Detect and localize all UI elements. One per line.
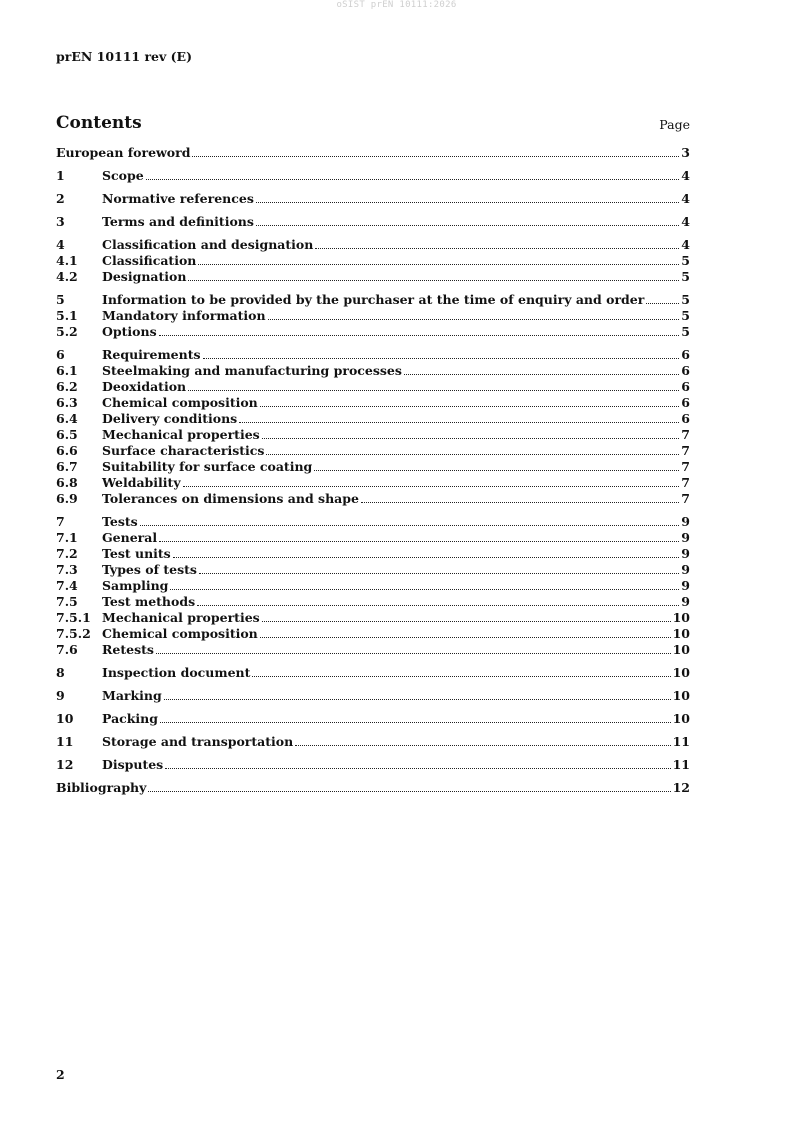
- toc-entry-number: 7.5: [56, 594, 78, 609]
- toc-entry[interactable]: [56, 780, 690, 796]
- toc-entry-number: 7.5.2: [56, 626, 91, 641]
- toc-leader-dots: [361, 502, 679, 503]
- toc-entry-title: Retests: [102, 642, 154, 657]
- toc-leader-dots: [260, 406, 680, 407]
- toc-entry-title: European foreword: [56, 145, 191, 160]
- toc-entry-number: 6.4: [56, 411, 78, 426]
- toc-entry-title: Storage and transportation: [102, 734, 294, 749]
- toc-entry-number: 5.1: [56, 308, 78, 323]
- toc-entry-title: Designation: [102, 269, 187, 284]
- toc-entry[interactable]: [56, 459, 690, 475]
- toc-entry-title: Normative references: [102, 191, 254, 206]
- toc-leader-dots: [646, 303, 679, 304]
- toc-entry-title: Suitability for surface coating: [102, 459, 313, 474]
- toc-entry-number: 6.8: [56, 475, 78, 490]
- toc-entry-page: 10: [672, 665, 690, 680]
- toc-entry-page: 5: [681, 253, 690, 268]
- toc-leader-dots: [192, 156, 679, 157]
- toc-entry-number: 7: [56, 514, 65, 529]
- toc-entry[interactable]: [56, 642, 690, 658]
- toc-entry-page: 4: [681, 191, 690, 206]
- toc-entry-page: 5: [681, 269, 690, 284]
- toc-entry[interactable]: [56, 308, 690, 324]
- toc-entry-page: 5: [681, 324, 690, 339]
- toc-leader-dots: [173, 557, 680, 558]
- toc-entry-page: 10: [672, 626, 690, 641]
- toc-leader-dots: [266, 454, 679, 455]
- toc-entry[interactable]: [56, 491, 690, 507]
- toc-leader-dots: [252, 676, 670, 677]
- toc-entry-number: 1: [56, 168, 65, 183]
- toc-entry[interactable]: [56, 610, 690, 626]
- toc-entry-page: 5: [681, 308, 690, 323]
- toc-entry-title: Delivery conditions: [102, 411, 238, 426]
- table-of-contents: [56, 145, 690, 796]
- toc-leader-dots: [160, 722, 671, 723]
- toc-entry-page: 7: [681, 443, 690, 458]
- toc-entry[interactable]: [56, 711, 690, 727]
- toc-entry-number: 11: [56, 734, 74, 749]
- toc-entry-page: 4: [681, 237, 690, 252]
- toc-entry-title: Inspection document: [102, 665, 251, 680]
- toc-leader-dots: [262, 438, 680, 439]
- toc-leader-dots: [165, 768, 670, 769]
- toc-entry[interactable]: [56, 411, 690, 427]
- toc-entry[interactable]: [56, 546, 690, 562]
- toc-entry-title: Classification: [102, 253, 197, 268]
- toc-entry-number: 4.1: [56, 253, 78, 268]
- toc-leader-dots: [203, 358, 680, 359]
- toc-entry-page: 9: [681, 546, 690, 561]
- toc-leader-dots: [260, 637, 671, 638]
- toc-entry-title: Marking: [102, 688, 162, 703]
- toc-entry-page: 10: [672, 688, 690, 703]
- toc-entry-number: 12: [56, 757, 74, 772]
- toc-leader-dots: [183, 486, 680, 487]
- toc-entry[interactable]: [56, 253, 690, 269]
- toc-leader-dots: [199, 573, 679, 574]
- toc-entry-title: Scope: [102, 168, 144, 183]
- toc-entry-page: 6: [681, 347, 690, 362]
- toc-entry-page: 6: [681, 395, 690, 410]
- toc-entry-title: Mandatory information: [102, 308, 266, 323]
- toc-leader-dots: [140, 525, 680, 526]
- toc-entry[interactable]: [56, 191, 690, 207]
- toc-entry-title: Classification and designation: [102, 237, 314, 252]
- toc-entry[interactable]: [56, 269, 690, 285]
- toc-entry-number: 7.5.1: [56, 610, 91, 625]
- toc-leader-dots: [164, 699, 671, 700]
- toc-entry-title: Types of tests: [102, 562, 197, 577]
- toc-entry-title: Bibliography: [56, 780, 147, 795]
- toc-entry-number: 10: [56, 711, 74, 726]
- toc-entry[interactable]: [56, 665, 690, 681]
- toc-entry-number: 4: [56, 237, 65, 252]
- toc-entry-title: Chemical composition: [102, 626, 258, 641]
- toc-entry[interactable]: [56, 475, 690, 491]
- toc-entry-page: 9: [681, 530, 690, 545]
- page-column-label: Page: [659, 117, 690, 132]
- toc-leader-dots: [315, 248, 679, 249]
- toc-entry-page: 4: [681, 168, 690, 183]
- toc-leader-dots: [256, 225, 679, 226]
- toc-leader-dots: [148, 791, 670, 792]
- toc-leader-dots: [198, 264, 679, 265]
- toc-leader-dots: [256, 202, 679, 203]
- toc-entry-title: Deoxidation: [102, 379, 187, 394]
- toc-leader-dots: [156, 653, 671, 654]
- toc-entry-title: Sampling: [102, 578, 169, 593]
- toc-entry[interactable]: [56, 594, 690, 610]
- toc-entry-title: Surface characteristics: [102, 443, 265, 458]
- toc-leader-dots: [159, 541, 679, 542]
- toc-entry-title: Packing: [102, 711, 159, 726]
- toc-entry[interactable]: [56, 757, 690, 773]
- toc-entry-number: 9: [56, 688, 65, 703]
- toc-leader-dots: [295, 745, 670, 746]
- toc-entry-title: Requirements: [102, 347, 201, 362]
- toc-entry[interactable]: [56, 427, 690, 443]
- toc-entry-number: 7.6: [56, 642, 78, 657]
- toc-entry-title: Options: [102, 324, 157, 339]
- toc-entry-number: 6.6: [56, 443, 78, 458]
- toc-entry-title: Test methods: [102, 594, 196, 609]
- toc-entry-number: 4.2: [56, 269, 78, 284]
- page-number: 2: [56, 1067, 65, 1082]
- toc-entry-number: 6.3: [56, 395, 78, 410]
- toc-entry-page: 9: [681, 562, 690, 577]
- toc-entry-title: Tolerances on dimensions and shape: [102, 491, 359, 506]
- toc-entry-title: General: [102, 530, 158, 545]
- toc-entry-number: 5: [56, 292, 65, 307]
- document-id-header: prEN 10111 rev (E): [56, 49, 192, 64]
- toc-entry-page: 6: [681, 411, 690, 426]
- toc-leader-dots: [404, 374, 679, 375]
- toc-entry-page: 11: [672, 757, 690, 772]
- toc-entry[interactable]: [56, 292, 690, 308]
- toc-entry[interactable]: [56, 734, 690, 750]
- toc-entry[interactable]: [56, 324, 690, 340]
- toc-entry[interactable]: [56, 168, 690, 184]
- toc-entry[interactable]: [56, 530, 690, 546]
- toc-entry-page: 7: [681, 491, 690, 506]
- toc-leader-dots: [262, 621, 671, 622]
- toc-entry-number: 8: [56, 665, 65, 680]
- toc-entry-number: 7.3: [56, 562, 78, 577]
- toc-leader-dots: [170, 589, 679, 590]
- toc-entry-title: Information to be provided by the purchaser at the time of enquiry and order: [102, 292, 645, 307]
- toc-entry[interactable]: [56, 514, 690, 530]
- toc-entry-page: 3: [681, 145, 690, 160]
- toc-leader-dots: [159, 335, 680, 336]
- toc-leader-dots: [188, 280, 679, 281]
- toc-entry-number: 6.1: [56, 363, 78, 378]
- toc-entry-page: 10: [672, 642, 690, 657]
- toc-entry-page: 6: [681, 363, 690, 378]
- toc-entry-title: Steelmaking and manufacturing processes: [102, 363, 402, 378]
- toc-entry[interactable]: [56, 443, 690, 459]
- toc-entry-number: 6.7: [56, 459, 78, 474]
- toc-entry[interactable]: [56, 578, 690, 594]
- toc-leader-dots: [268, 319, 680, 320]
- toc-leader-dots: [197, 605, 679, 606]
- toc-entry-page: 5: [681, 292, 690, 307]
- toc-entry-page: 11: [672, 734, 690, 749]
- toc-entry[interactable]: [56, 145, 690, 161]
- toc-entry[interactable]: [56, 347, 690, 363]
- toc-entry-page: 7: [681, 459, 690, 474]
- toc-entry-number: 2: [56, 191, 65, 206]
- toc-entry-page: 4: [681, 214, 690, 229]
- toc-entry-page: 7: [681, 427, 690, 442]
- toc-entry[interactable]: [56, 214, 690, 230]
- toc-entry-number: 6.5: [56, 427, 78, 442]
- toc-entry-title: Mechanical properties: [102, 610, 260, 625]
- toc-entry-page: 7: [681, 475, 690, 490]
- toc-entry-title: Mechanical properties: [102, 427, 260, 442]
- toc-entry-number: 6.2: [56, 379, 78, 394]
- toc-entry-page: 6: [681, 379, 690, 394]
- toc-entry-number: 6: [56, 347, 65, 362]
- toc-entry-number: 7.1: [56, 530, 78, 545]
- toc-leader-dots: [239, 422, 679, 423]
- toc-entry-title: Test units: [102, 546, 171, 561]
- toc-entry-number: 3: [56, 214, 65, 229]
- toc-entry[interactable]: [56, 688, 690, 704]
- toc-entry[interactable]: [56, 562, 690, 578]
- toc-entry[interactable]: [56, 626, 690, 642]
- toc-entry[interactable]: [56, 237, 690, 253]
- toc-leader-dots: [314, 470, 679, 471]
- toc-entry-title: Tests: [102, 514, 138, 529]
- toc-entry-number: 7.2: [56, 546, 78, 561]
- toc-entry-page: 9: [681, 594, 690, 609]
- toc-entry-title: Chemical composition: [102, 395, 258, 410]
- toc-entry-page: 10: [672, 711, 690, 726]
- watermark: oSIST prEN 10111:2026: [336, 0, 457, 10]
- toc-leader-dots: [146, 179, 680, 180]
- toc-entry-page: 12: [672, 780, 690, 795]
- toc-entry-number: 5.2: [56, 324, 78, 339]
- toc-entry-title: Weldability: [102, 475, 181, 490]
- toc-entry-number: 6.9: [56, 491, 78, 506]
- toc-entry-page: 9: [681, 514, 690, 529]
- toc-entry[interactable]: [56, 395, 690, 411]
- toc-entry-number: 7.4: [56, 578, 78, 593]
- toc-entry-title: Disputes: [102, 757, 164, 772]
- toc-entry-page: 10: [672, 610, 690, 625]
- toc-entry[interactable]: [56, 379, 690, 395]
- toc-entry-page: 9: [681, 578, 690, 593]
- toc-entry[interactable]: [56, 363, 690, 379]
- contents-heading: Contents: [56, 113, 142, 133]
- toc-entry-title: Terms and definitions: [102, 214, 254, 229]
- toc-leader-dots: [188, 390, 679, 391]
